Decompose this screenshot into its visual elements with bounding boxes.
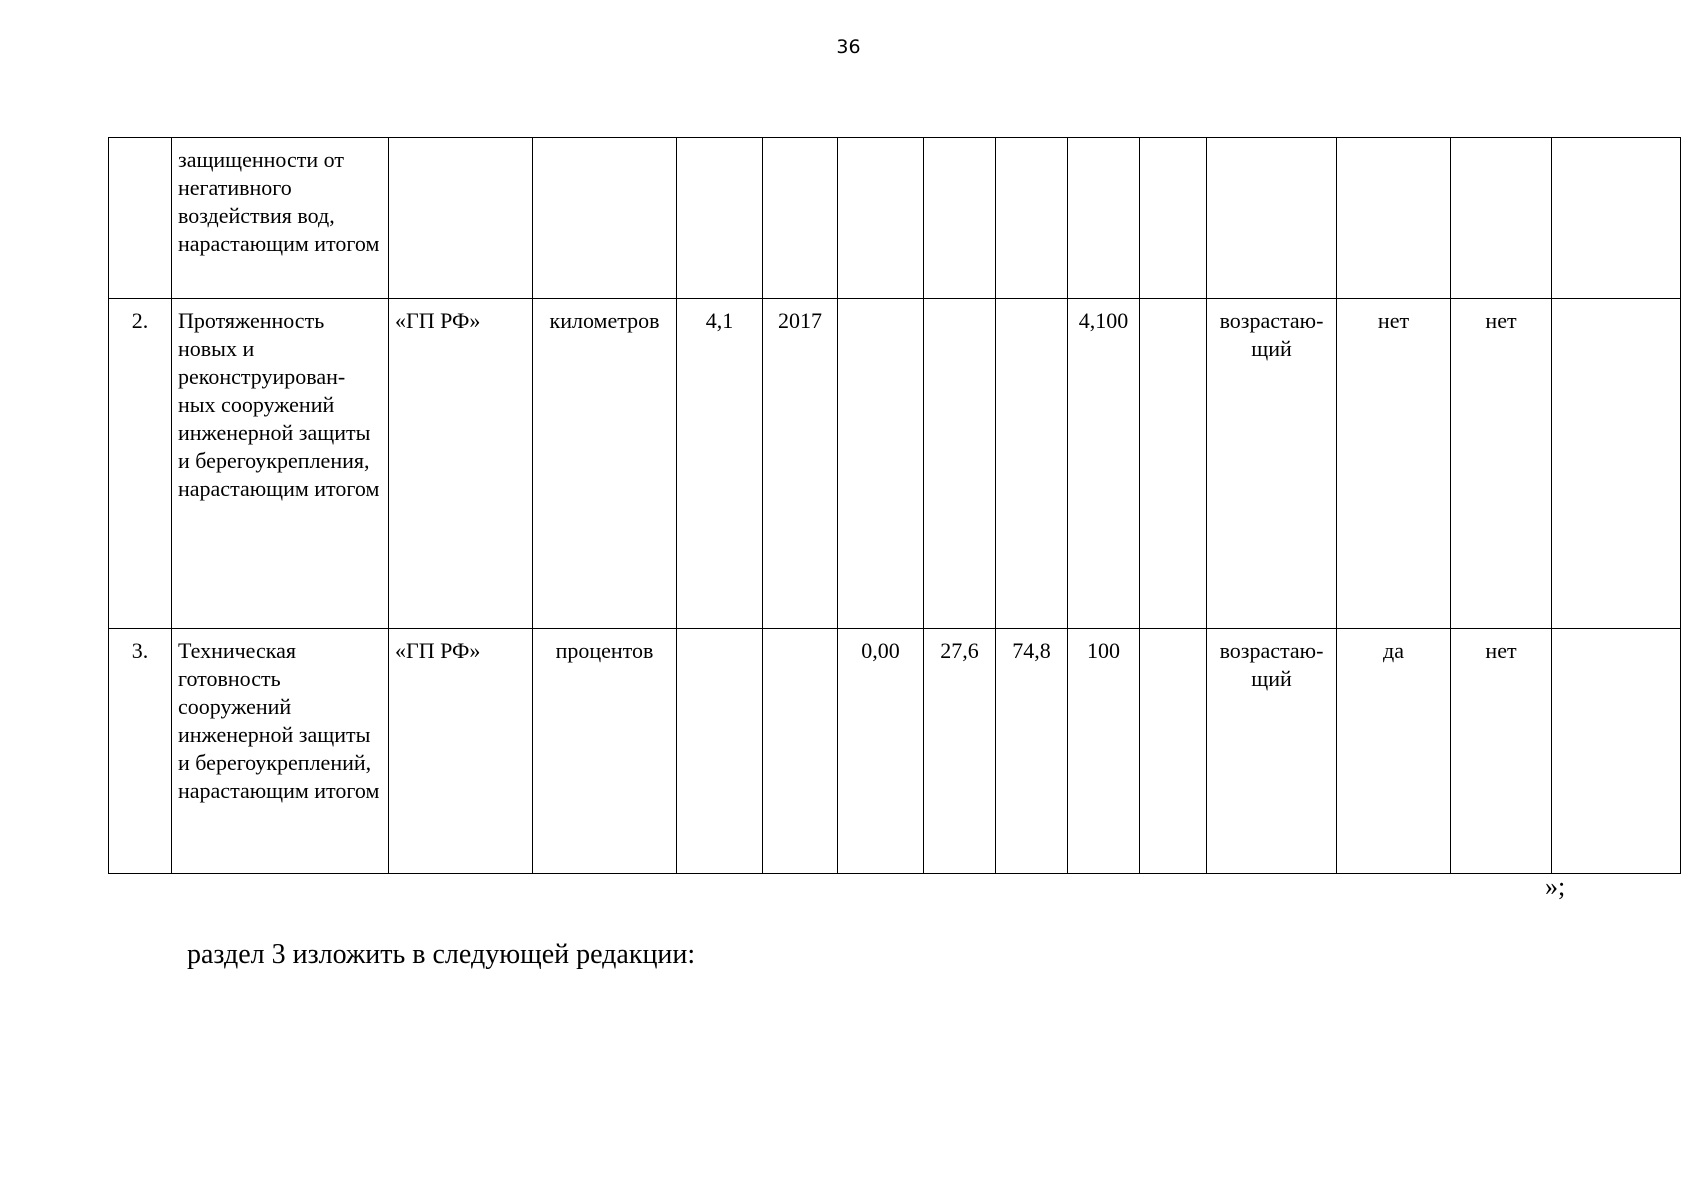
value-period-2	[924, 138, 996, 299]
indicator-name: Техническая готовность сооружений инженерной защиты и берегоукреплений, нарастающим итогом	[172, 629, 389, 874]
table-row	[109, 629, 1681, 874]
trend-cell: возрастаю-щий	[1207, 629, 1337, 874]
flag-cell-2	[1451, 138, 1552, 299]
indicator-source: «ГП РФ»	[389, 299, 533, 629]
extra-cell	[1552, 138, 1681, 299]
unit-of-measure: километров	[533, 299, 677, 629]
indicator-source: «ГП РФ»	[389, 629, 533, 874]
extra-cell	[1552, 299, 1681, 629]
indicator-source	[389, 138, 533, 299]
trend-cell: возрастаю-щий	[1207, 299, 1337, 629]
base-year	[763, 629, 838, 874]
flag-cell-1: нет	[1337, 299, 1451, 629]
extra-cell	[1552, 629, 1681, 874]
row-number: 3.	[109, 629, 172, 874]
value-period-4	[1068, 138, 1140, 299]
value-period-3: 74,8	[996, 629, 1068, 874]
indicator-name: Протяженность новых и реконструирован-ных сооружений инженерной защиты и берегоукрепления, нарастающим итогом	[172, 299, 389, 629]
value-period-4: 100	[1068, 629, 1140, 874]
base-value	[677, 629, 763, 874]
value-period-5	[1140, 629, 1207, 874]
trend-cell	[1207, 138, 1337, 299]
base-year: 2017	[763, 299, 838, 629]
section-instruction-text: раздел 3 изложить в следующей редакции:	[187, 939, 696, 970]
value-period-3	[996, 299, 1068, 629]
closing-quote: »;	[1545, 872, 1566, 901]
row-number	[109, 138, 172, 299]
base-value	[677, 138, 763, 299]
value-period-5	[1140, 138, 1207, 299]
unit-of-measure	[533, 138, 677, 299]
value-period-5	[1140, 299, 1207, 629]
page-number: 36	[836, 36, 861, 58]
value-period-3	[996, 138, 1068, 299]
flag-cell-1	[1337, 138, 1451, 299]
table-row	[109, 299, 1681, 629]
value-period-1	[838, 138, 924, 299]
flag-cell-2: нет	[1451, 629, 1552, 874]
unit-of-measure: процентов	[533, 629, 677, 874]
value-period-2	[924, 299, 996, 629]
table-row	[109, 138, 1681, 299]
row-number: 2.	[109, 299, 172, 629]
value-period-2: 27,6	[924, 629, 996, 874]
value-period-1: 0,00	[838, 629, 924, 874]
flag-cell-2: нет	[1451, 299, 1552, 629]
flag-cell-1: да	[1337, 629, 1451, 874]
base-value: 4,1	[677, 299, 763, 629]
value-period-1	[838, 299, 924, 629]
value-period-4: 4,100	[1068, 299, 1140, 629]
indicator-name: защищенности от негативного воздействия вод, нарастающим итогом	[172, 138, 389, 299]
indicators-table	[108, 137, 1681, 874]
base-year	[763, 138, 838, 299]
